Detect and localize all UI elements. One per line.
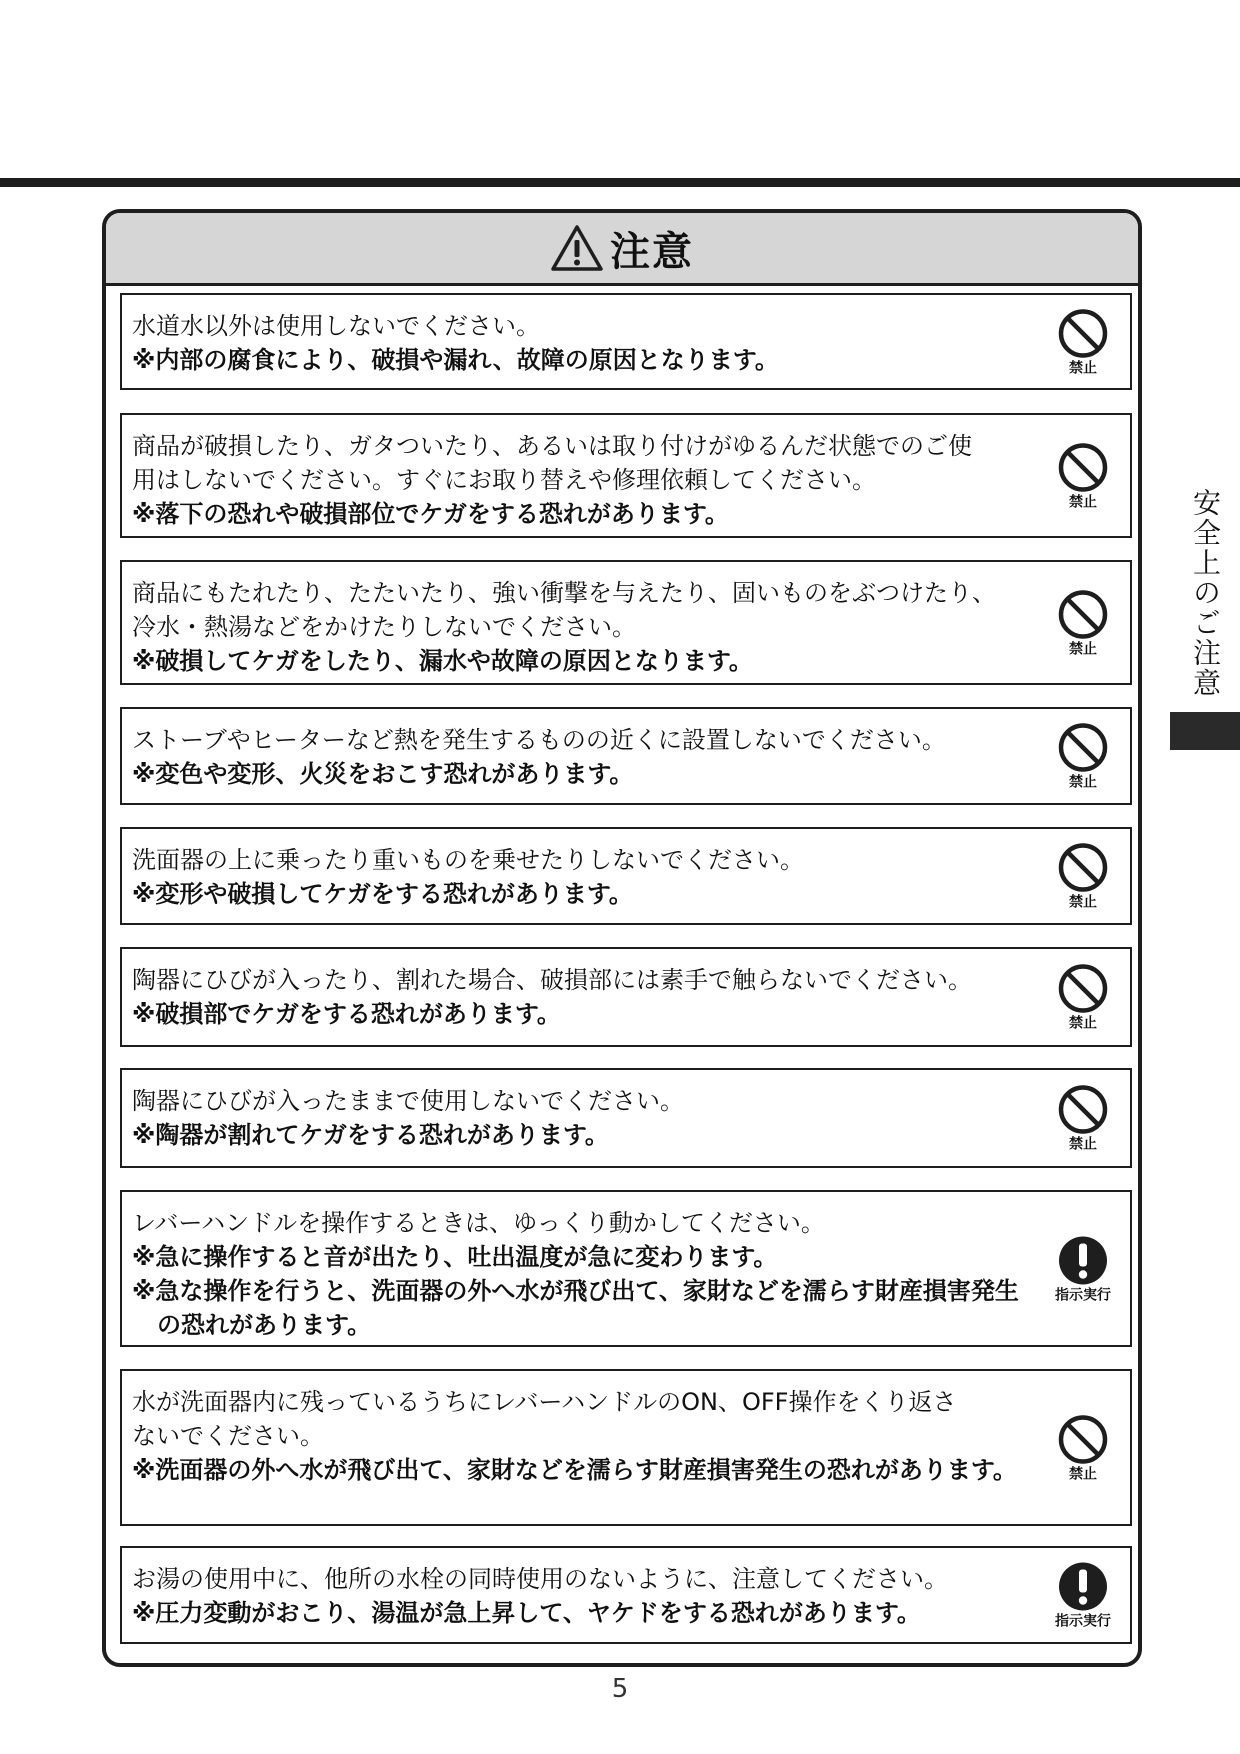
prohibition-icon bbox=[1057, 722, 1109, 774]
prohibition-icon bbox=[1057, 1413, 1109, 1465]
symbol-label: 指示実行 bbox=[1055, 1613, 1111, 1630]
caution-title: 注意 bbox=[610, 228, 694, 275]
symbol-badge bbox=[1048, 1234, 1118, 1303]
notice-box bbox=[120, 827, 1132, 925]
page-number: 5 bbox=[611, 1674, 629, 1704]
symbol-label: 禁止 bbox=[1069, 360, 1097, 376]
exclamation-icon bbox=[1057, 1234, 1109, 1286]
notice-box bbox=[120, 947, 1132, 1047]
notice-box bbox=[120, 1190, 1132, 1347]
notice-box bbox=[120, 1369, 1132, 1526]
notice-text bbox=[132, 429, 1032, 531]
symbol-badge bbox=[1048, 307, 1118, 376]
notice-reason: ※変色や変形、火災をおこす恐れがあります。 bbox=[132, 760, 634, 788]
symbol-label: 禁止 bbox=[1069, 1466, 1097, 1482]
section-tab-marker bbox=[1170, 712, 1240, 750]
symbol-label: 禁止 bbox=[1069, 1015, 1097, 1032]
top-rule bbox=[0, 178, 1240, 187]
prohibition-icon bbox=[1057, 842, 1109, 894]
notice-instruction: 商品にもたれたり、たたいたり、強い衝撃を与えたり、固いものをぶつけたり、 bbox=[132, 579, 996, 607]
symbol-label: 禁止 bbox=[1069, 1136, 1097, 1153]
notice-text bbox=[132, 843, 1032, 911]
notice-text bbox=[132, 309, 1032, 377]
symbol-badge bbox=[1048, 722, 1118, 791]
symbol-badge bbox=[1048, 1561, 1118, 1630]
notice-text bbox=[132, 1385, 1032, 1487]
symbol-label: 指示実行 bbox=[1055, 1287, 1111, 1303]
notice-text bbox=[132, 576, 1032, 678]
prohibition-icon bbox=[1057, 307, 1109, 359]
symbol-label: 禁止 bbox=[1069, 641, 1097, 657]
notice-text bbox=[132, 1562, 1032, 1630]
notice-instruction: 陶器にひびが入ったままで使用しないでください。 bbox=[132, 1087, 684, 1115]
notice-reason: ※破損してケガをしたり、漏水や故障の原因となります。 bbox=[132, 647, 753, 675]
warning-triangle-icon bbox=[550, 224, 604, 272]
notice-instruction: 洗面器の上に乗ったり重いものを乗せたりしないでください。 bbox=[132, 846, 804, 874]
notice-reason: ※急に操作すると音が出たり、吐出温度が急に変わります。 bbox=[132, 1243, 778, 1271]
prohibition-icon bbox=[1057, 963, 1109, 1015]
notice-box bbox=[120, 560, 1132, 685]
notice-reason: ※急な操作を行うと、洗面器の外へ水が飛び出て、家財などを濡らす財産損害発生の恐れがあります。 bbox=[132, 1277, 1019, 1339]
symbol-label: 禁止 bbox=[1069, 774, 1097, 791]
notice-instruction: レバーハンドルを操作するときは、ゆっくり動かしてください。 bbox=[132, 1209, 825, 1237]
notice-text bbox=[132, 963, 1032, 1031]
notice-reason: ※破損部でケガをする恐れがあります。 bbox=[132, 1000, 561, 1028]
section-tab-title: 安全上のご注意 bbox=[1189, 487, 1222, 698]
notice-reason: ※洗面器の外へ水が飛び出て、家財などを濡らす財産損害発生の恐れがあります。 bbox=[132, 1456, 1017, 1484]
notice-box bbox=[120, 1068, 1132, 1168]
notice-reason: ※圧力変動がおこり、湯温が急上昇して、ヤケドをする恐れがあります。 bbox=[132, 1599, 921, 1627]
symbol-badge bbox=[1048, 842, 1118, 911]
notice-text bbox=[132, 723, 1032, 791]
prohibition-icon bbox=[1057, 441, 1109, 493]
notice-text bbox=[132, 1206, 1032, 1342]
notice-instruction: 冷水・熱湯などをかけたりしないでください。 bbox=[132, 613, 636, 641]
notice-box bbox=[120, 1546, 1132, 1644]
notice-box bbox=[120, 707, 1132, 805]
notice-instruction: ストーブやヒーターなど熱を発生するものの近くに設置しないでください。 bbox=[132, 726, 946, 754]
symbol-badge bbox=[1048, 441, 1118, 510]
notice-reason: ※陶器が割れてケガをする恐れがあります。 bbox=[132, 1121, 609, 1149]
symbol-badge bbox=[1048, 588, 1118, 657]
symbol-badge bbox=[1048, 963, 1118, 1032]
notice-reason: ※内部の腐食により、破損や漏れ、故障の原因となります。 bbox=[132, 346, 779, 374]
exclamation-icon bbox=[1057, 1561, 1109, 1613]
section-tab bbox=[1170, 475, 1240, 750]
notice-box bbox=[120, 293, 1132, 390]
notice-instruction: 商品が破損したり、ガタついたり、あるいは取り付けがゆるんだ状態でのご使 bbox=[132, 432, 972, 460]
notice-instruction: 水道水以外は使用しないでください。 bbox=[132, 312, 540, 340]
symbol-badge bbox=[1048, 1084, 1118, 1153]
prohibition-icon bbox=[1057, 1084, 1109, 1136]
notice-reason: ※変形や破損してケガをする恐れがあります。 bbox=[132, 880, 633, 908]
notice-reason: ※落下の恐れや破損部位でケガをする恐れがあります。 bbox=[132, 500, 729, 528]
notice-box bbox=[120, 413, 1132, 538]
notice-instruction: ないでください。 bbox=[132, 1422, 324, 1450]
notice-instruction: 陶器にひびが入ったり、割れた場合、破損部には素手で触らないでください。 bbox=[132, 966, 972, 994]
notice-instruction: 水が洗面器内に残っているうちにレバーハンドルのON、OFF操作をくり返さ bbox=[132, 1388, 957, 1416]
notice-instruction: 用はしないでください。すぐにお取り替えや修理依頼してください。 bbox=[132, 466, 876, 494]
caution-header bbox=[106, 213, 1138, 286]
notice-text bbox=[132, 1084, 1032, 1152]
symbol-label: 禁止 bbox=[1069, 894, 1097, 911]
prohibition-icon bbox=[1057, 588, 1109, 640]
caution-panel bbox=[102, 209, 1142, 1667]
symbol-badge bbox=[1048, 1413, 1118, 1482]
notice-instruction: お湯の使用中に、他所の水栓の同時使用のないように、注意してください。 bbox=[132, 1565, 948, 1593]
symbol-label: 禁止 bbox=[1069, 494, 1097, 510]
